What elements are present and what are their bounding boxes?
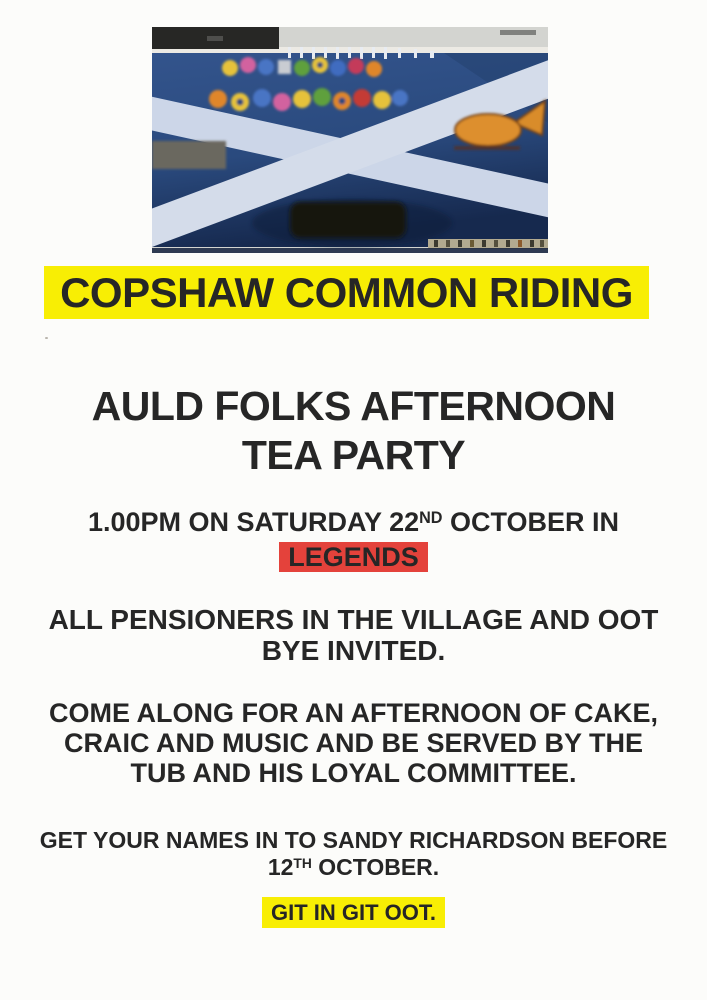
rsvp-date: 12 [267,854,294,880]
details-text [0,698,707,788]
dark-object [290,202,406,238]
saltire-flag-photo [152,27,548,253]
rsvp-line1: GET YOUR NAMES IN TO SANDY RICHARDSON BEFORE [39,827,668,853]
datetime-text: 1.00PM ON SATURDAY 22 [87,507,420,537]
datetime-text-cont: OCTOBER IN [442,507,620,537]
rsvp-date-cont: OCTOBER. [311,854,440,880]
speckle-strip [428,239,548,249]
footer-row [0,897,707,928]
details-line3: TUB AND HIS LOYAL COMMITTEE. [130,758,577,788]
invite-line2: BYE INVITED. [261,635,446,666]
invite-line1: ALL PENSIONERS IN THE VILLAGE AND OOT [48,604,659,635]
event-heading [0,382,707,480]
venue-row [0,542,707,572]
footer-slogan: GIT IN GIT OOT. [262,897,445,928]
details-line2: CRAIC AND MUSIC AND BE SERVED BY THE [63,728,644,758]
rsvp-line2 [0,854,707,884]
event-heading-line1: AULD FOLKS AFTERNOON [91,383,616,429]
grey-patch [152,141,226,169]
rsvp-ordinal: TH [293,856,312,872]
invite-text [0,604,707,666]
scan-speck [45,337,48,339]
details-line1: COME ALONG FOR AN AFTERNOON OF CAKE, [49,698,658,728]
event-title: COPSHAW COMMON RIDING [44,266,649,319]
venue-name: LEGENDS [279,542,428,572]
saltire-flag-image [152,27,548,253]
rsvp-text [0,827,707,884]
event-heading-line2: TEA PARTY [241,432,466,478]
black-banner [152,27,279,49]
event-datetime [0,506,707,542]
datetime-ordinal: ND [419,508,443,527]
